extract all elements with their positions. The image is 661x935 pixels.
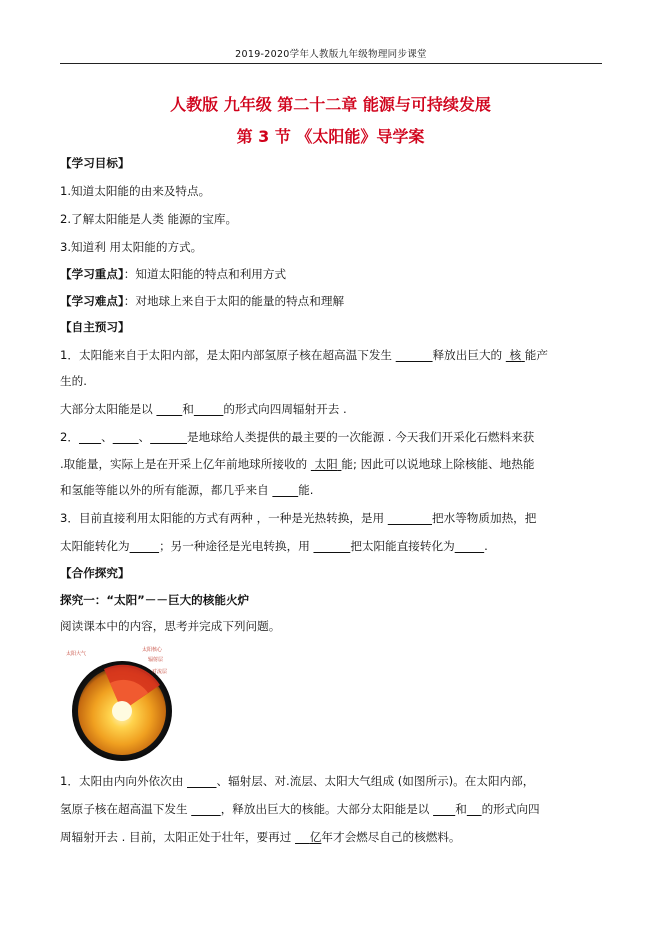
goal-item: 3.知道利 用太阳能的方式。 — [60, 240, 203, 254]
explore-q1-line3 — [60, 829, 605, 845]
blank — [433, 802, 455, 816]
text: 、 — [101, 430, 113, 444]
answer-text: 亿 — [309, 830, 322, 844]
text: . — [484, 539, 488, 553]
preview-q1-line3 — [60, 401, 605, 417]
explore-q1-line2 — [60, 801, 605, 817]
text: 释放出巨大的 — [432, 348, 506, 362]
label-core: 太阳核心 — [142, 647, 163, 653]
blank — [191, 802, 220, 816]
sun-diagram-icon — [64, 645, 174, 765]
blank — [187, 774, 216, 788]
goal-item: 2.了解太阳能是人类 能源的宝库。 — [60, 212, 238, 226]
explore-q1-line1 — [60, 773, 605, 789]
goal-item: 1.知道太阳能的由来及特点。 — [60, 184, 211, 198]
goals-heading: 【学习目标】 — [60, 156, 130, 170]
blank — [396, 348, 433, 362]
text: 2． — [60, 430, 79, 444]
answer-billion — [295, 830, 321, 844]
text: 能; 因此可以说地球上除核能、地热能 — [341, 457, 535, 471]
key-point-line — [60, 266, 605, 282]
blank — [313, 539, 350, 553]
difficulty-text: ：对地球上来自于太阳的能量的特点和理解 — [123, 294, 345, 308]
key-heading: 【学习重点】 — [60, 267, 124, 281]
preview-heading: 【自主预习】 — [60, 320, 130, 334]
blank — [79, 430, 101, 444]
text: 是地球给人类提供的最主要的一次能源 . 今天我们开采化石燃料来获 — [187, 430, 535, 444]
explore-heading: 【合作探究】 — [60, 566, 130, 580]
blank — [467, 802, 482, 816]
page-header: 2019-2020学年人教版九年级物理同步课堂 — [60, 46, 602, 64]
preview-q1-line2: 生的. — [60, 374, 87, 388]
preview-q3-line1 — [60, 510, 605, 526]
text: 和氢能等能以外的所有能源，都几乎来自 — [60, 483, 273, 497]
difficulty-line — [60, 293, 605, 309]
key-text: ：知道太阳能的特点和利用方式 — [123, 267, 287, 281]
text: .取能量，实际上是在开采上亿年前地球所接收的 — [60, 457, 311, 471]
blank — [156, 402, 182, 416]
text: 的形式向四 — [481, 802, 540, 816]
blank — [113, 430, 139, 444]
text: 能. — [298, 483, 314, 497]
section-title: 第 3 节 《太阳能》导学案 — [236, 127, 425, 146]
answer-text: 太阳 — [314, 457, 338, 471]
label-convection: 对流层 — [152, 669, 168, 675]
text: 能产 — [524, 348, 548, 362]
page-title: 人教版 九年级 第二十二章 能源与可持续发展 — [170, 95, 491, 114]
text: 把太阳能直接转化为 — [350, 539, 455, 553]
text: 3．目前直接利用太阳能的方式有两种 ，一种是光热转换，是用 — [60, 511, 388, 525]
preview-q1-line1 — [60, 347, 605, 363]
explore-intro: 阅读课本中的内容，思考并完成下列问题。 — [60, 619, 281, 633]
answer-text: 核 — [509, 348, 522, 362]
preview-q3-line2 — [60, 538, 605, 554]
text: 大部分太阳能是以 — [60, 402, 157, 416]
text: 的形式向四周辐射开去 . — [223, 402, 347, 416]
text: 氢原子核在超高温下发生 — [60, 802, 192, 816]
label-radiation: 辐射层 — [148, 657, 164, 663]
text: 1．太阳能来自于太阳内部，是太阳内部氢原子核在超高温下发生 — [60, 348, 396, 362]
sun-structure-figure — [64, 645, 174, 765]
preview-q2-line2 — [60, 456, 605, 472]
blank — [272, 483, 298, 497]
difficulty-heading: 【学习难点】 — [60, 294, 124, 308]
text: 周辐射开去 . 目前，太阳正处于壮年，要再过 — [60, 830, 296, 844]
text: ，释放出巨大的核能。大部分太阳能是以 — [220, 802, 434, 816]
blank — [388, 511, 432, 525]
blank — [455, 539, 484, 553]
preview-q2-line3 — [60, 482, 605, 498]
text: 、 — [138, 430, 151, 444]
blank — [194, 402, 223, 416]
preview-q2-line1 — [60, 429, 605, 445]
sun-core — [112, 701, 132, 721]
answer-nucleus — [506, 348, 525, 362]
text: 1．太阳由内向外依次由 — [60, 774, 187, 788]
text: 、辐射层、对.流层、太阳大气组成 (如图所示)。在太阳内部， — [216, 774, 535, 788]
text: 年才会燃尽自己的核燃料。 — [321, 830, 461, 844]
text: ；另一种途径是光电转换，用 — [159, 539, 314, 553]
blank — [130, 539, 159, 553]
text: 和 — [455, 802, 467, 816]
text: 和 — [182, 402, 194, 416]
label-atmosphere: 太阳大气 — [66, 651, 87, 657]
text: 太阳能转化为 — [60, 539, 130, 553]
blank — [150, 430, 187, 444]
explore-sub-heading: 探究一：“太阳”－－巨大的核能火炉 — [60, 593, 250, 607]
answer-sun — [311, 457, 342, 471]
text: 把水等物质加热，把 — [432, 511, 537, 525]
